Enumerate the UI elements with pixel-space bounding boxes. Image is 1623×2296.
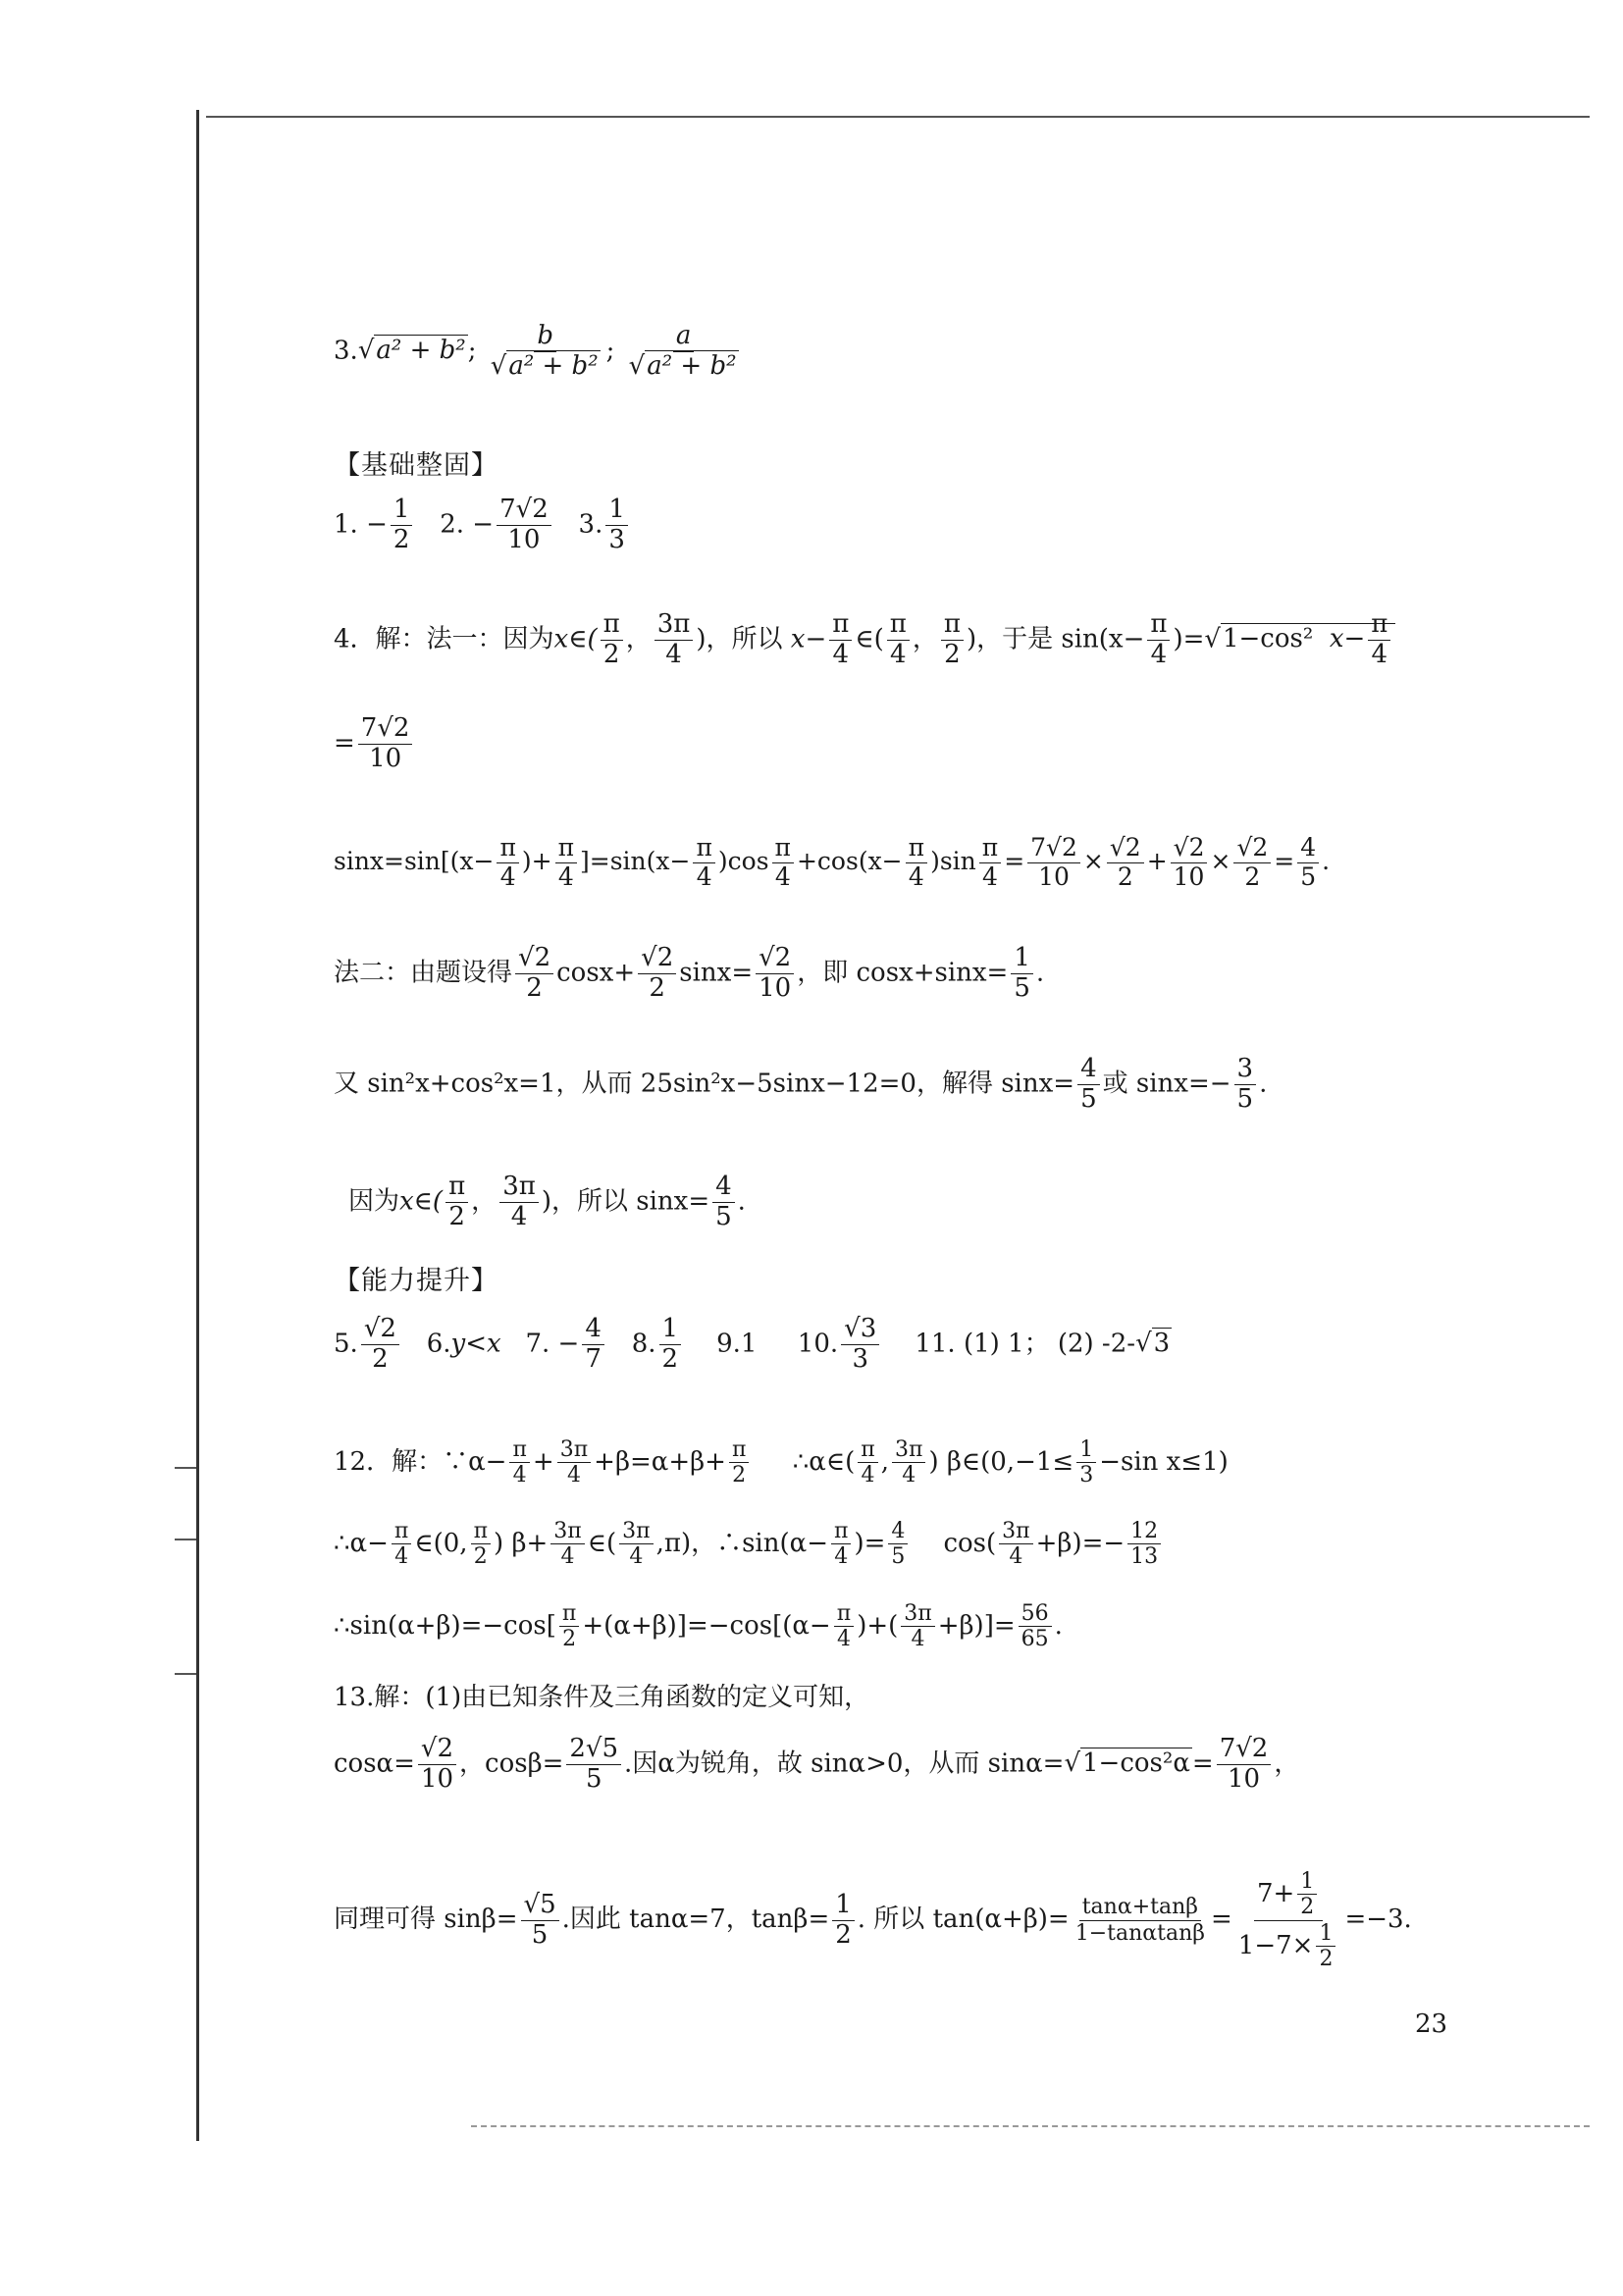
section-heading-basic: 【基础整固】 <box>334 450 498 481</box>
q4-quadratic-solution: 又 sin²x+cos²x=1，从而 25sin²x−5sinx−12=0，解得 sinx= $\frac{4}{5}$ 或 sinx=− $\frac{3}{5}$ . <box>334 1054 1268 1114</box>
top-border <box>206 116 1590 118</box>
ability-answers-5-11: 5. $\frac{√2}{2}$ 6.y<x 7. − $\frac{4}{7}$ 8. $\frac{1}{2}$ 9.1 10. $\frac{√3}{3}$ 11. (1) 1； (2) -2-√3 <box>334 1314 1171 1374</box>
q13-lead: 13.解：(1)由已知条件及三角函数的定义可知， <box>334 1683 870 1712</box>
q4-method1-line1: 4．解：法一：因为x∈( $\frac{\pi}{2}$ ， $\frac{3\pi}{4}$ )，所以 x− $\frac{\pi}{4}$ ∈( $\frac{\pi}{4}$ ， $\frac{\pi}{2}$ )，于是 sin(x− $\frac{\pi}{4}$ )=√1−cos² x− $\frac{\pi}{4}$ <box>334 610 1395 670</box>
q13-line3: 同理可得 sinβ= $\frac{√5}{5}$ .因此 tanα=7，tanβ= $\frac{1}{2}$ . 所以 tan(α+β)= $\frac{\tan\alpha+\tan\beta}{1-\tan\alpha\tan\beta}$ = 7+ $\frac{1}{2}$ 1−7× $\frac{1}{2}$ =−3. <box>334 1869 1412 1971</box>
bottom-border <box>471 2125 1590 2127</box>
margin-tick <box>175 1539 196 1540</box>
q12-line2: ∴α− $\frac{\pi}{4}$ ∈(0, $\frac{\pi}{2}$ ) β+ $\frac{3\pi}{4}$ ∈( $\frac{3\pi}{4}$ ,π)，∴sin(α− $\frac{\pi}{4}$ )= $\frac{4}{5}$ cos( $\frac{3\pi}{4}$ +β)=− $\frac{12}{13}$ <box>334 1519 1164 1570</box>
item-3-answer: 3.√a² + b²; $\frac{b}{\text{√a² + b²}}$ ; $\frac{a}{\text{√a² + b²}}$ <box>334 321 737 381</box>
q4-conclusion: 因为x∈( $\frac{\pi}{2}$ ， $\frac{3\pi}{4}$ )，所以 sinx= $\frac{4}{5}$ . <box>348 1172 746 1231</box>
q4-method2: 法二：由题设得 $\frac{√2}{2}$ cosx+ $\frac{√2}{2}$ sinx= $\frac{√2}{10}$ ，即 cosx+sinx= $\frac{1}{5}$ . <box>334 943 1045 1003</box>
section-heading-ability: 【能力提升】 <box>334 1266 498 1296</box>
q12-line3: ∴sin(α+β)=−cos[ $\frac{\pi}{2}$ +(α+β)]=−cos[(α− $\frac{\pi}{4}$ )+( $\frac{3\pi}{4}$ +β)]= $\frac{56}{65}$ . <box>334 1601 1063 1652</box>
q4-sinx-expansion: sinx=sin[(x− $\frac{\pi}{4}$ )+ $\frac{\pi}{4}$ ]=sin(x− $\frac{\pi}{4}$ )cos $\frac{\pi}{4}$ +cos(x− $\frac{\pi}{4}$ )sin $\frac{\pi}{4}$ = $\frac{7√2}{10}$ × $\frac{√2}{2}$ + $\frac{√2}{10}$ × $\frac{√2}{2}$ = $\frac{4}{5}$ . <box>334 833 1331 891</box>
q12-line1: 12．解：∵α− $\frac{\pi}{4}$ + $\frac{3\pi}{4}$ +β=α+β+ $\frac{\pi}{2}$ ∴α∈( $\frac{\pi}{4}$ , $\frac{3\pi}{4}$ ) β∈(0,−1≤ $\frac{1}{3}$ −sin x≤1) <box>334 1437 1229 1488</box>
margin-tick <box>175 1673 196 1675</box>
q13-line2: cosα= $\frac{√2}{10}$ ，cosβ= $\frac{2√5}{5}$ .因α为锐角，故 sinα>0，从而 sinα=√1−cos²α= $\frac{7√2}{10}$ ， <box>334 1734 1300 1794</box>
basic-answers-1-3: 1. − $\frac{1}{2}$ 2. − $\frac{7√2}{10}$ 3. $\frac{1}{3}$ <box>334 496 631 555</box>
left-margin-border <box>196 110 199 2141</box>
page-number: 23 <box>1415 2009 1448 2039</box>
q4-method1-result: = $\frac{7√2}{10}$ <box>334 714 415 774</box>
margin-tick <box>175 1467 196 1469</box>
